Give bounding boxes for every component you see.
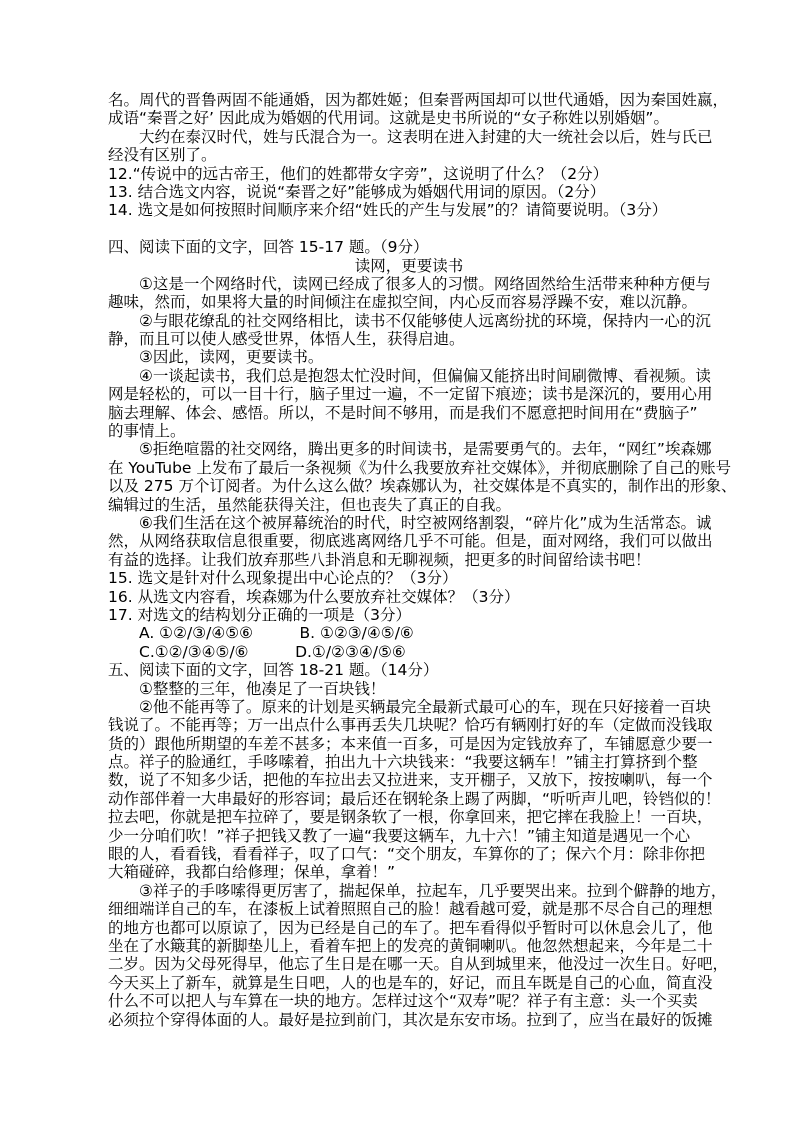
questions-12-14-line: 14. 选文是如何按照时间顺序来介绍“姓氏的产生与发展”的？请简要说明。（3分）	[108, 201, 668, 220]
passage-surnames-continued-line: 大约在泰汉时代，姓与氏混合为一。这表明在进入封建的大一统社会以后，姓与氏已	[139, 127, 713, 146]
passage-du-wang-line: ①这是一个网络时代，读网已经成了很多人的习惯。网络固然给生活带来种种方便与	[139, 274, 711, 293]
passage-xiangzi-line: 钱说了。不能再等；万一出点什么事再丢失几块呢？恰巧有辆刚打好的车（定做而没钱取	[108, 716, 713, 735]
passage-du-wang-line: ⑤拒绝喧嚣的社交网络，腾出更多的时间读书，是需要勇气的。去年，“网红”埃森娜	[139, 440, 712, 459]
passage-xiangzi-line: ③祥子的手哆嗦得更厉害了，揣起保单，拉起车，几乎要哭出来。拉到个僻静的地方，	[139, 881, 727, 900]
passage-xiangzi-line: 眼的人，看看钱，看看祥子，叹了口气：“交个朋友，车算你的了；保六个月：除非你把	[108, 845, 706, 864]
passage-xiangzi-line: 什么不可以把人与车算在一块的地方。怎样过这个“双寿”呢？祥子有主意：头一个买卖	[108, 992, 698, 1011]
passage-xiangzi-line: 今天买上了新车，就算是生日吧，人的也是车的，好记，而且车既是自己的心血，简直没	[108, 973, 713, 992]
passage-du-wang-line: ⑥我们生活在这个被屏幕统治的时代，时空被网络割裂，“碎片化”成为生活常态。诚	[139, 513, 712, 532]
passage-du-wang-line: 以及 275 万个订阅者。为什么这么做？埃森娜认为，社交媒体是不真实的，制作出的形象、	[108, 477, 737, 496]
passage-xiangzi-line: 少一分咱们吹！”祥子把钱又教了一遍“我要这辆车，九十六！”铺主知道是遇见一个心	[108, 826, 691, 845]
passage-xiangzi-line: 拉去吧，你就是把车拉碎了，要是钢条软了一根，你拿回来，把它摔在我脸上！一百块，	[108, 808, 713, 827]
passage-du-wang-line: 的事情上。	[108, 422, 186, 441]
passage-xiangzi-line: 货的）跟他所期望的车差不甚多；本来值一百多，可是因为定钱放弃了，车铺愿意少要一	[108, 734, 713, 753]
question-17-options-line: C.①②/③④⑤/⑥ D.①/②③④/⑤⑥	[139, 642, 406, 661]
passage-xiangzi-line: 的地方也都可以原谅了，因为已经是自己的车了。把车看得似乎暂时可以休息会儿了，他	[108, 918, 713, 937]
passage-surnames-continued-line: 经没有区别了。	[108, 146, 217, 165]
document-body	[108, 91, 737, 1029]
questions-15-17-line: 15. 选文是针对什么现象提出中心论点的？（3分）	[108, 569, 458, 588]
passage-du-wang-line: 静，而且可以使人感受世界，体悟人生，获得启迪。	[108, 330, 465, 349]
section-4-passage-title-line: 读网，更要读书	[354, 256, 464, 275]
passage-xiangzi-line: 点。祥子的脸通红，手哆嗦着，拍出九十六块钱来：“我要这辆车！”铺主打算挤到个整	[108, 753, 698, 772]
passage-du-wang-line: 在 YouTube 上发布了最后一条视频《为什么我要放弃社交媒体》，并彻底删除了自己的账号	[108, 458, 732, 477]
section-5-heading-line: 五、阅读下面的文字，回答 18-21 题。（14分）	[108, 661, 439, 680]
passage-du-wang-line: 脑去理解、体会、感悟。所以，不是时间不够用，而是我们不愿意把时间用在“费脑子”	[108, 403, 698, 422]
passage-xiangzi-line: ②他不能再等了。原来的计划是买辆最完全最新式最可心的车，现在只好接着一百块	[139, 697, 711, 716]
passage-du-wang-line: ④一谈起读书，我们总是抱怨太忙没时间，但偏偏又能挤出时间刷微博、看视频。读	[139, 366, 711, 385]
passage-du-wang-line: ②与眼花缭乱的社交网络相比，读书不仅能够使人远离纷扰的环境，保持内一心的沉	[139, 311, 711, 330]
passage-xiangzi-line: 二岁。因为父母死得早，他忘了生日是在哪一天。自从到城里来，他没过一次生日。好吧，	[108, 955, 729, 974]
section-4-heading-line: 四、阅读下面的文字，回答 15-17 题。（9分）	[108, 238, 429, 257]
questions-15-17-line: 16. 从选文内容看，埃森娜为什么要放弃社交媒体？（3分）	[108, 587, 520, 606]
passage-surnames-continued-line: 名。周代的晋鲁两固不能通婚，因为都姓姬；但秦晋两国却可以世代通婚，因为秦国姓嬴，	[108, 91, 729, 109]
passage-xiangzi-line: 数，说了不知多少话，把他的车拉出去又拉进来，支开棚子，又放下，按按喇叭，每一个	[108, 771, 713, 790]
passage-xiangzi-line: 坐在了水簸萁的新脚垫儿上，看着车把上的发亮的黄铜喇叭。他忽然想起来，今年是二十	[108, 936, 713, 955]
passage-xiangzi-line: 动作部伴着一大串最好的形容词；最后还在钢轮条上踢了两脚，“听听声儿吧，铃铛似的！	[108, 789, 721, 808]
passage-xiangzi-line: 必须拉个穿得体面的人。最好是拉到前门，其次是东安市场。拉到了，应当在最好的饭摊	[108, 1010, 713, 1029]
passage-xiangzi-line: ①整整的三年，他凑足了一百块钱！	[139, 679, 386, 698]
questions-15-17-line: 17. 对选文的结构划分正确的一项是（3分）	[108, 605, 411, 624]
passage-du-wang-line: 趣味，然而，如果将大量的时间倾注在虚拟空间，内心反而容易浮躁不安，难以沉静。	[108, 293, 698, 312]
passage-du-wang-line: ③因此，读网，更要读书。	[139, 348, 324, 367]
passage-du-wang-line: 编辑过的生活，虽然能获得关注，但也丧失了真正的自我。	[108, 495, 512, 514]
questions-12-14-line: 13. 结合选文内容，说说“秦晋之好”能够成为婚姻代用词的原因。（2分）	[108, 182, 606, 201]
questions-12-14-line: 12.“传说中的远古帝王，他们的姓都带女字旁”，这说明了什么？（2分）	[108, 164, 609, 183]
passage-xiangzi-line: 大箱碰碎，我都白给修理；保单，拿着！”	[108, 863, 396, 882]
passage-xiangzi-line: 细细端详自己的车，在漆板上试着照照自己的脸！越看越可爱，就是那不尽合自己的理想	[108, 900, 713, 919]
passage-du-wang-line: 然，从网络获取信息很重要，彻底逃离网络几乎不可能。但是，面对网络，我们可以做出	[108, 532, 713, 551]
question-17-options-line: A. ①②/③/④⑤⑥ B. ①②③/④⑤/⑥	[139, 624, 414, 643]
passage-du-wang-line: 网是轻松的，可以一目十行，脑子里过一遍，不一定留下痕迹；读书是深沉的，要用心用	[108, 385, 713, 404]
passage-du-wang-line: 有益的选择。让我们放弃那些八卦消息和无聊视频，把更多的时间留给读书吧！	[108, 550, 651, 569]
passage-surnames-continued-line: 成语“秦晋之好’ 因此成为婚姻的代用词。这就是史书所说的“女子称姓以别婚姻”。	[108, 109, 669, 128]
